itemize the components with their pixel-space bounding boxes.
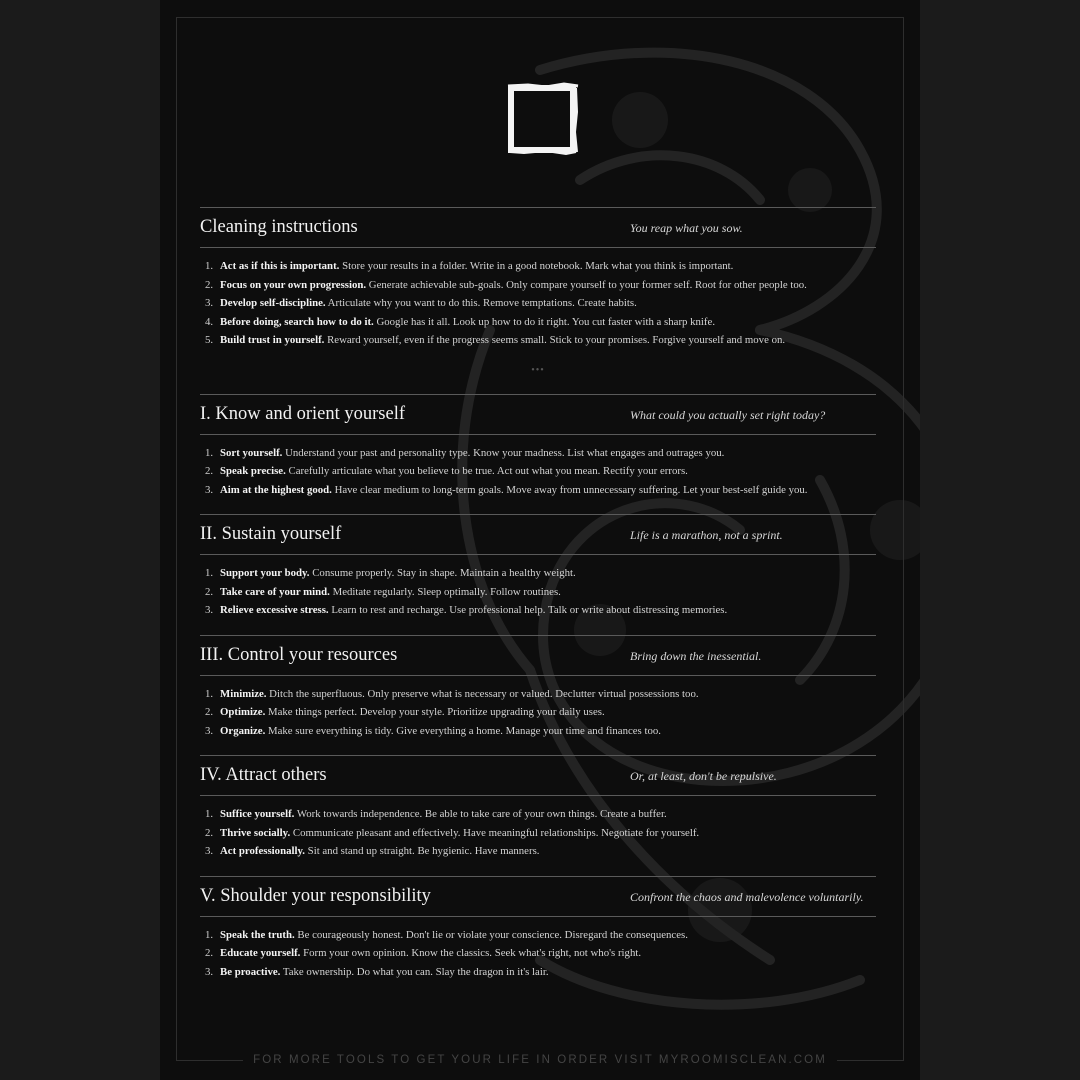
item-text: Articulate why you want to do this. Remove temptations. Create habits. (325, 297, 637, 309)
item-text: Have clear medium to long-term goals. Move away from unnecessary suffering. Let your best-self guide you. (331, 483, 808, 496)
section-title: Cleaning instructions (200, 217, 358, 237)
section (200, 394, 876, 500)
item-text: Work towards independence. Be able to take care of your own things. Create a buffer. (294, 808, 667, 820)
list-item (200, 276, 876, 295)
item-text: Learn to rest and recharge. Use professional help. Talk or write about distressing memories. (328, 604, 728, 616)
section-motto: What could you actually set right today? (630, 407, 826, 422)
poster (160, 0, 920, 1080)
item-lead: Organize. (220, 724, 266, 737)
item-lead: Speak precise. (220, 465, 286, 477)
section (200, 514, 876, 620)
item-lead: Focus on your own progression. (220, 278, 367, 291)
item-lead: Relieve excessive stress. (220, 604, 329, 616)
item-number: 2. (205, 826, 214, 839)
section-motto: Life is a marathon, not a sprint. (630, 528, 783, 542)
item-number: 1. (205, 928, 214, 941)
list-item (200, 462, 876, 481)
item-number: 1. (205, 446, 214, 459)
item-text: Google has it all. Look up how to do it right. You cut faster with a sharp knife. (373, 315, 716, 328)
item-number: 1. (205, 260, 214, 272)
item-lead: Before doing, search how to do it. (220, 315, 374, 328)
section-motto: Confront the chaos and malevolence voluntarily. (630, 889, 864, 904)
item-lead: Support your body. (220, 567, 310, 579)
item-number: 2. (205, 465, 214, 477)
item-number: 2. (205, 947, 214, 959)
footer-text: FOR MORE TOOLS TO GET YOUR LIFE IN ORDER VISIT MYROOMISCLEAN.COM (243, 1054, 837, 1066)
item-number: 1. (205, 567, 214, 579)
list-item (200, 583, 876, 602)
list-item (200, 805, 876, 824)
item-text: Communicate pleasant and effectively. Have meaningful relationships. Negotiate for yourself. (290, 826, 700, 839)
item-lead: Aim at the highest good. (220, 483, 332, 496)
list-item (200, 331, 876, 350)
item-text: Generate achievable sub-goals. Only compare yourself to your former self. Root for other people too. (366, 278, 807, 291)
list-item (200, 564, 876, 583)
list-item (200, 842, 876, 861)
item-text: Store your results in a folder. Write in a good notebook. Mark what you think is important. (339, 260, 734, 272)
section-header (200, 207, 876, 248)
list-item (200, 703, 876, 722)
footer (160, 1054, 920, 1066)
sections (200, 394, 876, 982)
section-intro (200, 207, 876, 381)
item-number: 3. (205, 604, 214, 616)
section-title: II. Sustain yourself (200, 524, 342, 544)
item-number: 2. (205, 278, 214, 291)
section-title: I. Know and orient yourself (200, 403, 405, 424)
item-lead: Build trust in yourself. (220, 334, 325, 346)
item-text: Consume properly. Stay in shape. Maintain a healthy weight. (309, 567, 576, 579)
item-text: Ditch the superfluous. Only preserve what is necessary or valued. Declutter virtual possessions too. (266, 687, 699, 700)
separator-dots: ••• (531, 364, 545, 376)
item-lead: Develop self-discipline. (220, 297, 326, 309)
list-item (200, 444, 876, 463)
section-motto: You reap what you sow. (630, 221, 743, 235)
item-text: Carefully articulate what you believe to be true. Act out what you mean. Rectify your errors. (285, 465, 688, 477)
section-title: III. Control your resources (200, 644, 398, 665)
list-item (200, 944, 876, 963)
item-lead: Minimize. (220, 687, 267, 700)
section (200, 635, 876, 741)
section-list (200, 917, 876, 982)
section-list (200, 435, 876, 500)
list-item (200, 294, 876, 313)
item-number: 2. (205, 585, 214, 598)
item-text: Sit and stand up straight. Be hygienic. Have manners. (304, 845, 540, 857)
item-lead: Act professionally. (220, 845, 305, 857)
section (200, 755, 876, 861)
item-number: 2. (205, 706, 214, 718)
item-lead: Sort yourself. (220, 446, 283, 459)
list-item (200, 963, 876, 982)
list-item (200, 685, 876, 704)
section-list (200, 796, 876, 861)
item-text: Take ownership. Do what you can. Slay the dragon in it's lair. (280, 965, 549, 978)
item-number: 3. (205, 845, 214, 857)
item-text: Understand your past and personality type. Know your madness. List what engages and outrages you. (282, 446, 725, 459)
item-number: 1. (205, 808, 214, 820)
item-number: 3. (205, 297, 214, 309)
item-text: Make things perfect. Develop your style. Prioritize upgrading your daily uses. (265, 706, 605, 718)
item-number: 3. (205, 724, 214, 737)
item-lead: Educate yourself. (220, 947, 301, 959)
section-header (200, 876, 876, 917)
item-number: 3. (205, 483, 214, 496)
list-item (200, 313, 876, 332)
intro-list (200, 248, 876, 350)
item-lead: Optimize. (220, 706, 266, 718)
item-number: 4. (205, 315, 214, 328)
item-lead: Speak the truth. (220, 928, 295, 941)
brush-square-icon (506, 82, 580, 156)
item-text: Make sure everything is tidy. Give everything a home. Manage your time and finances too. (265, 724, 661, 737)
section-title: V. Shoulder your responsibility (200, 885, 431, 906)
item-number: 3. (205, 965, 214, 978)
section-list (200, 676, 876, 741)
content (200, 207, 876, 996)
item-lead: Be proactive. (220, 965, 281, 978)
list-item (200, 257, 876, 276)
item-number: 5. (205, 334, 214, 346)
item-text: Meditate regularly. Sleep optimally. Follow routines. (329, 585, 561, 598)
list-item (200, 601, 876, 620)
section-motto: Or, at least, don't be repulsive. (630, 769, 777, 783)
section-motto: Bring down the inessential. (630, 648, 762, 663)
section-title: IV. Attract others (200, 765, 327, 785)
list-item (200, 722, 876, 741)
list-item (200, 824, 876, 843)
item-text: Be courageously honest. Don't lie or violate your conscience. Disregard the consequences. (294, 928, 688, 941)
section (200, 876, 876, 982)
item-text: Reward yourself, even if the progress seems small. Stick to your promises. Forgive yourself and move on. (324, 334, 786, 346)
section-header (200, 394, 876, 435)
item-number: 1. (205, 687, 214, 700)
section-header (200, 755, 876, 796)
list-item (200, 926, 876, 945)
item-lead: Act as if this is important. (220, 260, 340, 272)
section-header (200, 635, 876, 676)
section-header (200, 514, 876, 555)
item-lead: Take care of your mind. (220, 585, 330, 598)
section-list (200, 555, 876, 620)
item-lead: Thrive socially. (220, 826, 291, 839)
list-item (200, 481, 876, 500)
item-text: Form your own opinion. Know the classics. Seek what's right, not who's right. (300, 947, 642, 959)
item-lead: Suffice yourself. (220, 808, 295, 820)
